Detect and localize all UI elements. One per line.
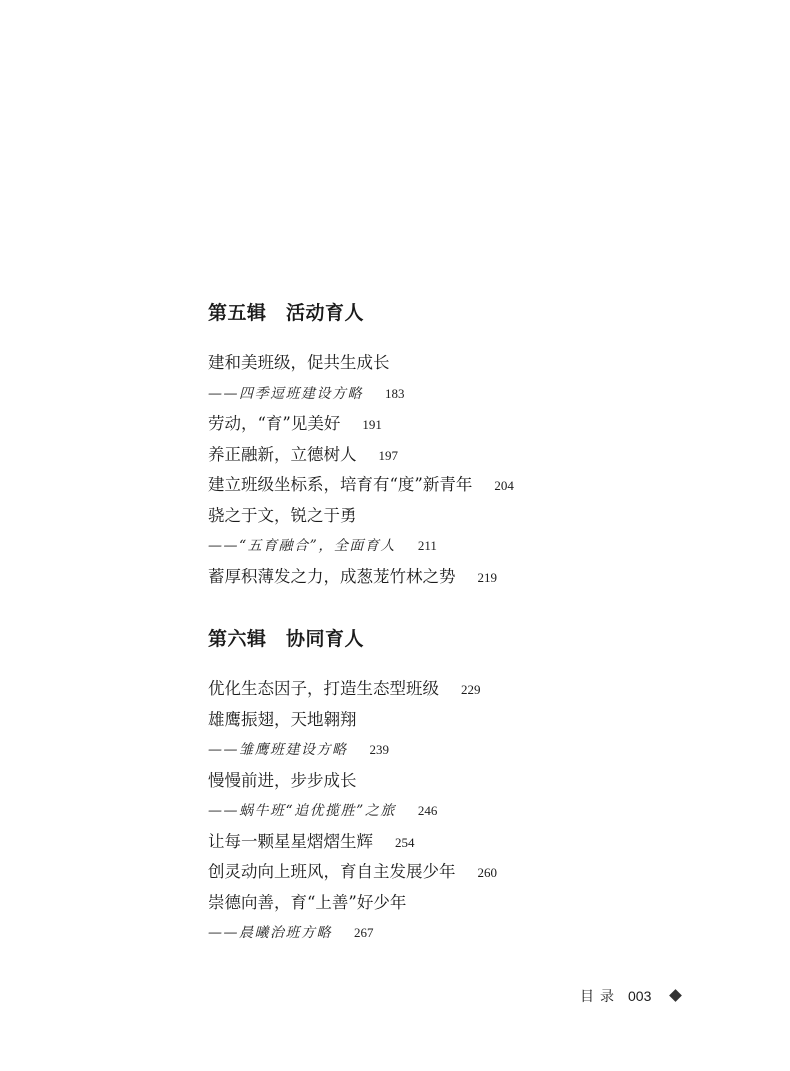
toc-entry[interactable] [208,888,728,919]
footer-page-number: 003 [628,988,652,1004]
entry-title: ——雏鹰班建设方略 [208,742,348,758]
toc-entry[interactable] [208,827,728,858]
entry-page: 229 [461,682,481,697]
entry-title: 崇德向善，育“上善”好少年 [208,892,407,912]
entry-list [208,674,728,949]
toc-entry[interactable] [208,501,728,532]
toc-entry[interactable] [208,440,728,471]
entry-title: 创灵动向上班风，育自主发展少年 [208,862,456,881]
entry-title: ——“五育融合”，全面育人 [208,538,396,554]
toc-entry[interactable] [208,562,728,593]
entry-page: 183 [385,385,405,401]
entry-title: 慢慢前进，步步成长 [208,770,357,790]
entry-title: 雄鹰振翅，天地翱翔 [208,709,357,729]
toc-entry-subtitle[interactable] [208,379,728,410]
toc-entry-subtitle[interactable] [208,918,728,949]
entry-page: 204 [494,478,514,493]
entry-title: 让每一颗星星熠熠生辉 [208,831,373,851]
entry-title: 蓄厚积薄发之力，成葱茏竹林之势 [208,566,456,586]
entry-title: 建立班级坐标系，培育有“度”新青年 [208,475,473,494]
toc-entry[interactable] [208,470,728,501]
toc-entry[interactable] [208,409,728,440]
entry-page: 254 [395,834,415,850]
toc-entry[interactable] [208,674,728,705]
entry-title: 优化生态因子，打造生态型班级 [208,679,439,698]
entry-page: 197 [378,447,398,463]
toc-entry-subtitle[interactable] [208,796,728,827]
toc-entry[interactable] [208,766,728,797]
toc-entry[interactable] [208,705,728,736]
entry-page: 260 [477,865,497,880]
entry-list [208,348,728,592]
entry-page: 191 [362,417,382,432]
entry-title: 养正融新，立德树人 [208,444,357,464]
entry-page: 239 [369,742,389,757]
entry-title: ——四季逗班建设方略 [208,385,363,402]
diamond-icon [669,989,682,1002]
toc-entry-subtitle[interactable] [208,735,728,766]
toc-entry-subtitle[interactable] [208,531,728,562]
toc-section-6 [208,624,728,949]
entry-title: ——蜗牛班“追优揽胜”之旅 [208,803,396,819]
entry-page: 246 [417,803,438,818]
page-footer [580,984,680,1008]
entry-title: ——晨曦治班方略 [208,925,332,941]
entry-title: 骁之于文，锐之于勇 [208,505,357,525]
toc-section-5 [208,298,728,592]
entry-page: 219 [477,569,497,585]
entry-title: 建和美班级，促共生成长 [208,353,390,372]
toc-entry[interactable] [208,348,728,379]
entry-page: 211 [417,538,437,553]
footer-label: 目录 [580,989,620,1005]
section-title: 第五辑 活动育人 [208,302,365,324]
toc-entry[interactable] [208,857,728,888]
entry-title: 劳动，“育”见美好 [208,414,341,433]
entry-page: 267 [354,925,374,940]
section-title: 第六辑 协同育人 [208,628,365,650]
